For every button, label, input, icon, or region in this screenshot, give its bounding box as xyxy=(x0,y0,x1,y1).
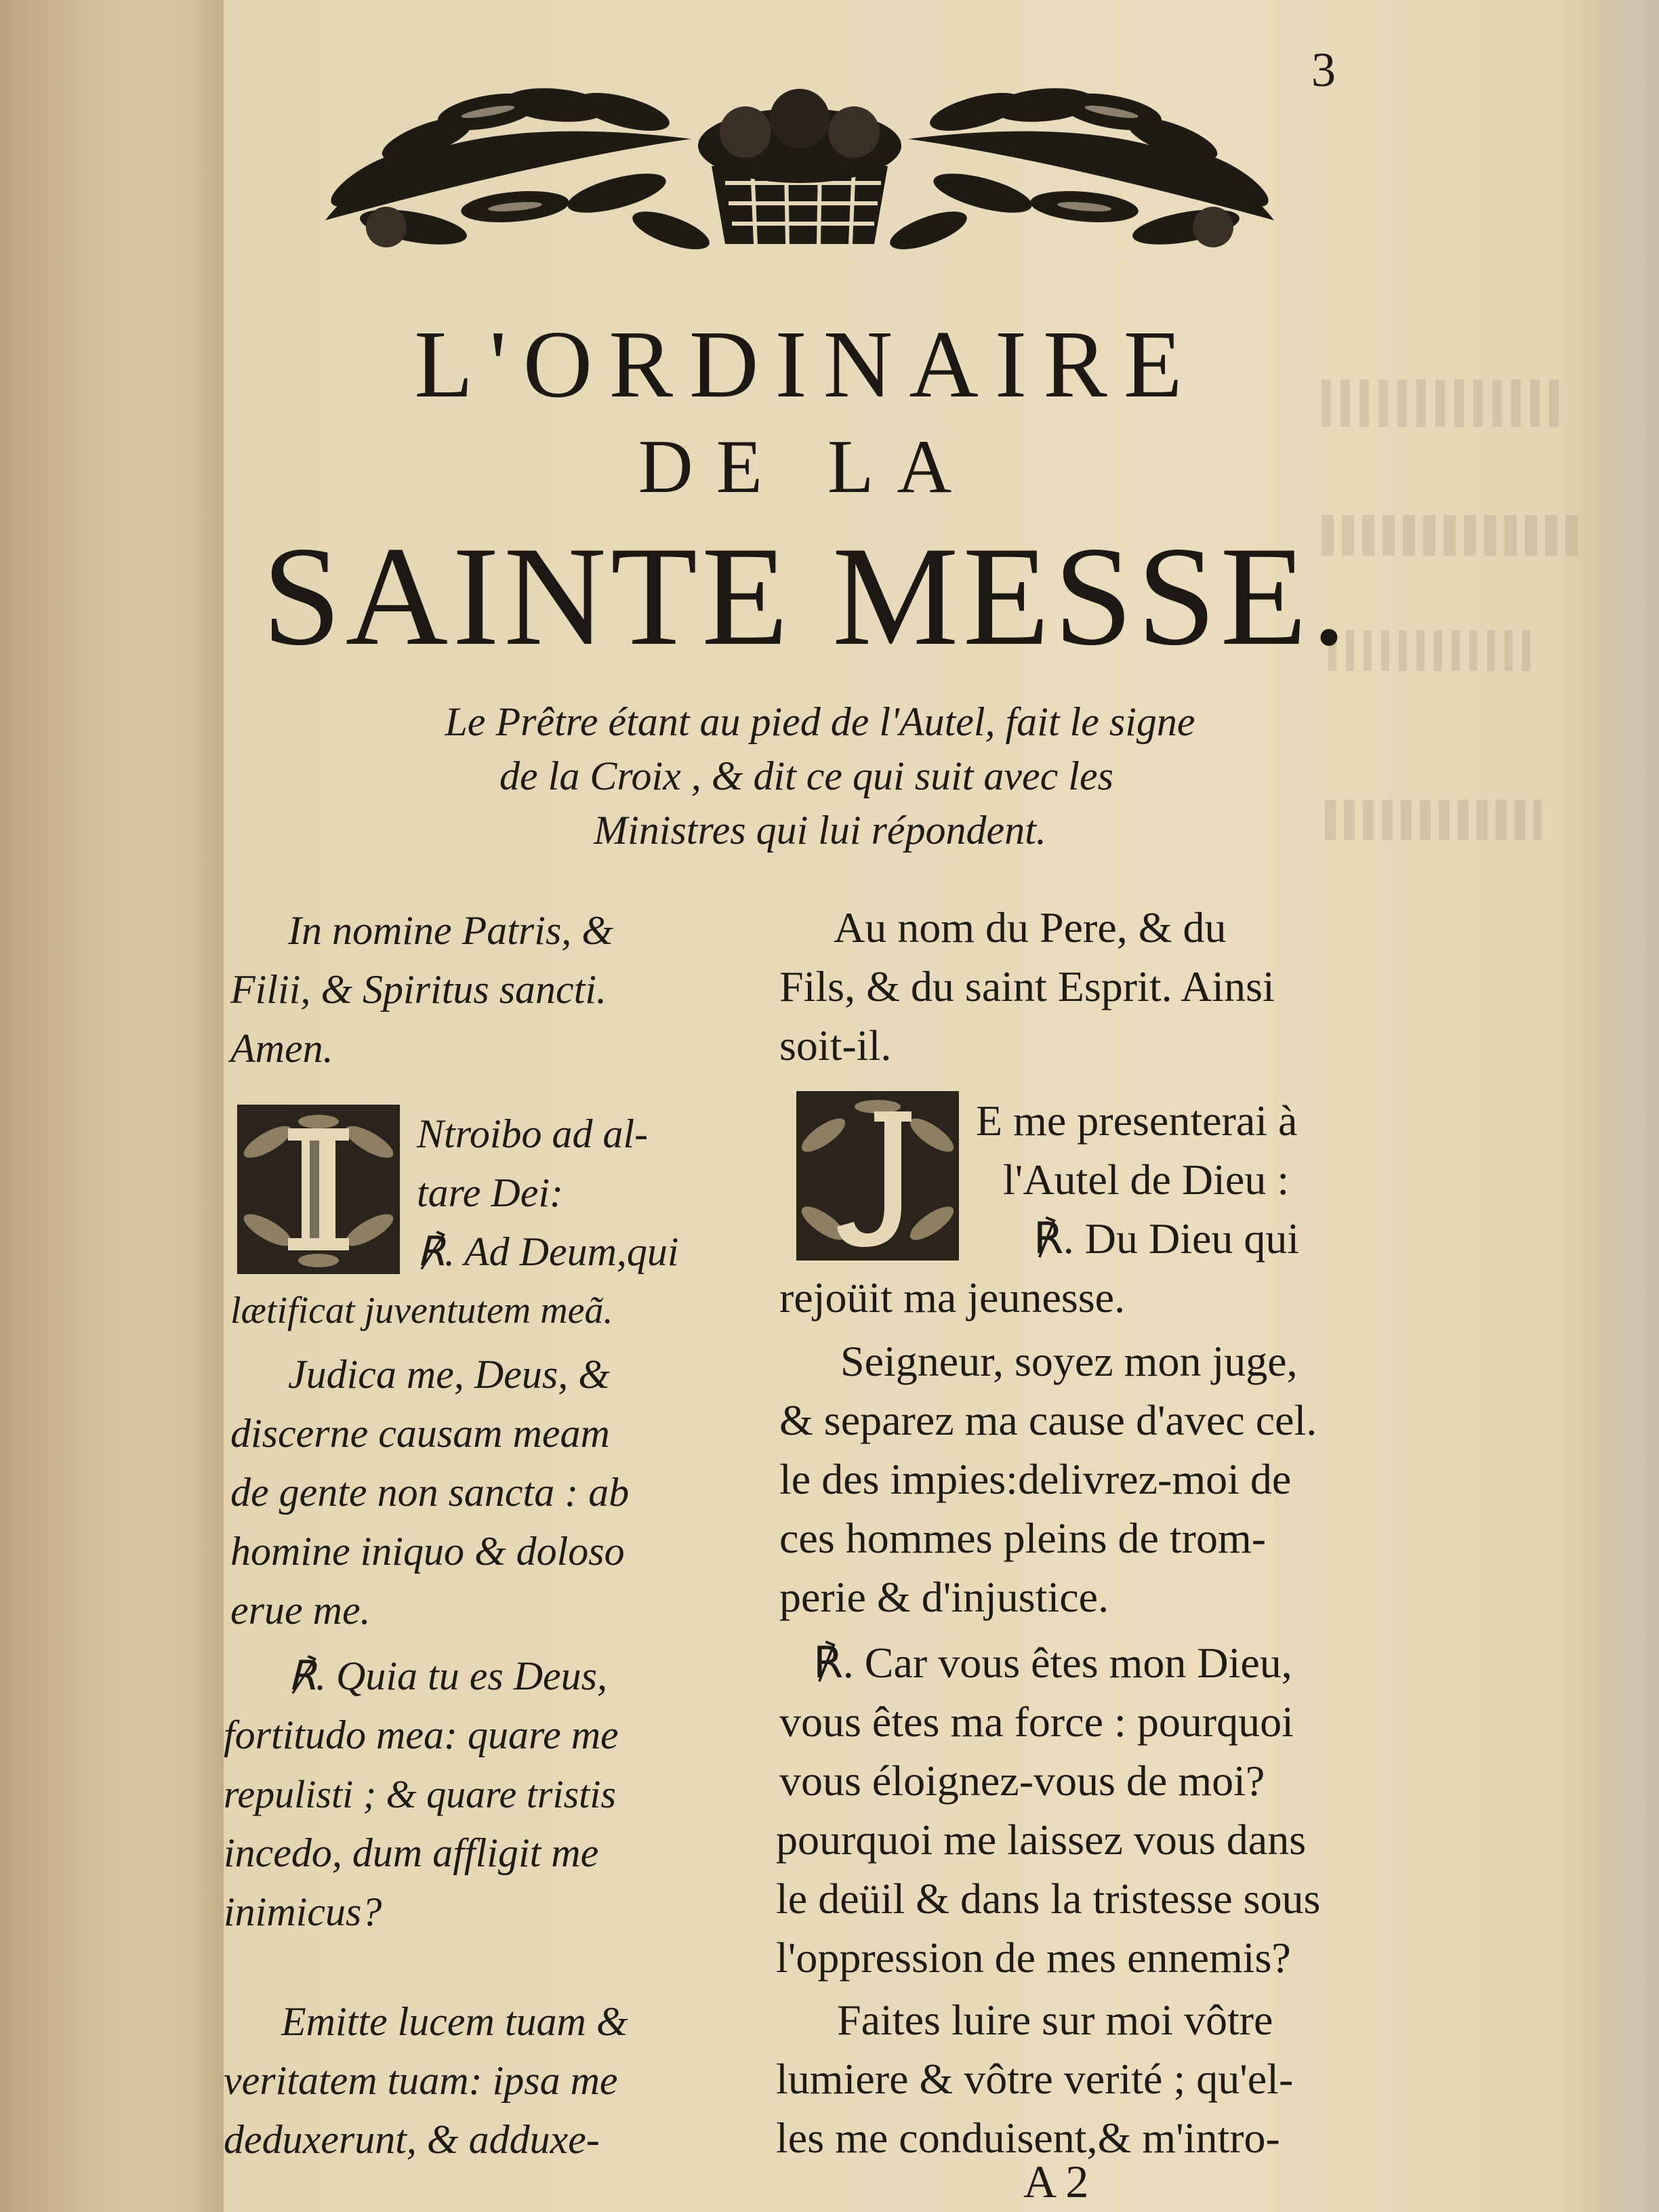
latin-line: ℟. Quia tu es Deus, xyxy=(288,1654,608,1698)
latin-line: discerne causam meam xyxy=(230,1411,610,1456)
title-line-1: L'ORDINAIRE xyxy=(414,310,1199,417)
dropcap-i-ornament xyxy=(234,1101,403,1277)
french-line: Fils, & du saint Esprit. Ainsi xyxy=(779,962,1275,1010)
latin-line: erue me. xyxy=(230,1588,371,1633)
french-line: & separez ma cause d'avec cel. xyxy=(779,1396,1317,1444)
french-line: ces hommes pleins de trom- xyxy=(779,1514,1267,1562)
latin-line: Amen. xyxy=(230,1026,333,1071)
latin-line: ℟. Ad Deum,qui xyxy=(417,1229,679,1274)
title-line-2: DE LA xyxy=(638,425,975,509)
french-line: Au nom du Pere, & du xyxy=(834,903,1227,951)
french-line: les me conduisent,& m'intro- xyxy=(776,2114,1280,2162)
french-line: ℟. Car vous êtes mon Dieu, xyxy=(813,1639,1292,1687)
title-line-3: SAINTE MESSE. xyxy=(262,518,1351,675)
french-line: l'oppression de mes ennemis? xyxy=(776,1933,1291,1982)
latin-line: homine iniquo & doloso xyxy=(230,1529,625,1574)
latin-line: Judica me, Deus, & xyxy=(288,1352,610,1397)
french-line: ℟. Du Dieu qui xyxy=(1033,1214,1300,1263)
signature-mark: A 2 xyxy=(1023,2156,1089,2207)
rubric-line: Ministres qui lui répondent. xyxy=(594,808,1046,853)
french-line: pourquoi me laissez vous dans xyxy=(776,1816,1307,1864)
latin-line: In nomine Patris, & xyxy=(288,908,613,953)
french-line: l'Autel de Dieu : xyxy=(1003,1155,1290,1204)
latin-line: fortitudo mea: quare me xyxy=(224,1713,619,1757)
latin-line: inimicus? xyxy=(224,1889,382,1934)
page-edge-shadow xyxy=(1598,0,1659,2212)
latin-line: Ntroibo ad al- xyxy=(417,1111,649,1156)
french-line: le deüil & dans la tristesse sous xyxy=(776,1875,1321,1923)
rubric-line: Le Prêtre étant au pied de l'Autel, fait le signe xyxy=(445,699,1195,744)
latin-line: Emitte lucem tuam & xyxy=(281,1999,628,2044)
french-line: perie & d'injustice. xyxy=(779,1573,1109,1621)
french-line: Faites luire sur moi vôtre xyxy=(837,1996,1273,2044)
french-line: vous éloignez-vous de moi? xyxy=(779,1757,1265,1805)
latin-column xyxy=(224,901,739,2175)
latin-line: Filii, & Spiritus sancti. xyxy=(230,967,607,1012)
french-line: Seigneur, soyez mon juge, xyxy=(840,1337,1298,1385)
latin-line: incedo, dum affligit me xyxy=(224,1830,599,1875)
page-number: 3 xyxy=(1311,43,1336,97)
french-line: lumiere & vôtre verité ; qu'el- xyxy=(776,2055,1294,2103)
latin-line: deduxerunt, & adduxe- xyxy=(224,2117,600,2162)
latin-line: de gente non sancta : ab xyxy=(230,1470,630,1515)
french-column xyxy=(776,898,1386,2172)
french-line: rejoüit ma jeunesse. xyxy=(779,1273,1126,1322)
french-line: soit-il. xyxy=(779,1021,892,1069)
french-line: E me presenterai à xyxy=(976,1097,1298,1145)
rubric xyxy=(244,695,1396,857)
french-line: le des impies:delivrez-moi de xyxy=(779,1455,1292,1503)
latin-line: repulisti ; & quare tristis xyxy=(224,1772,616,1816)
latin-line: tare Dei: xyxy=(417,1170,564,1215)
latin-line: lætificat juventutem meã. xyxy=(230,1290,613,1332)
rubric-line: de la Croix , & dit ce qui suit avec les xyxy=(499,754,1113,798)
dropcap-j-ornament xyxy=(793,1088,962,1264)
latin-line: veritatem tuam: ipsa me xyxy=(224,2058,618,2103)
headpiece-ornament xyxy=(312,64,1288,268)
french-line: vous êtes ma force : pourquoi xyxy=(779,1698,1294,1746)
